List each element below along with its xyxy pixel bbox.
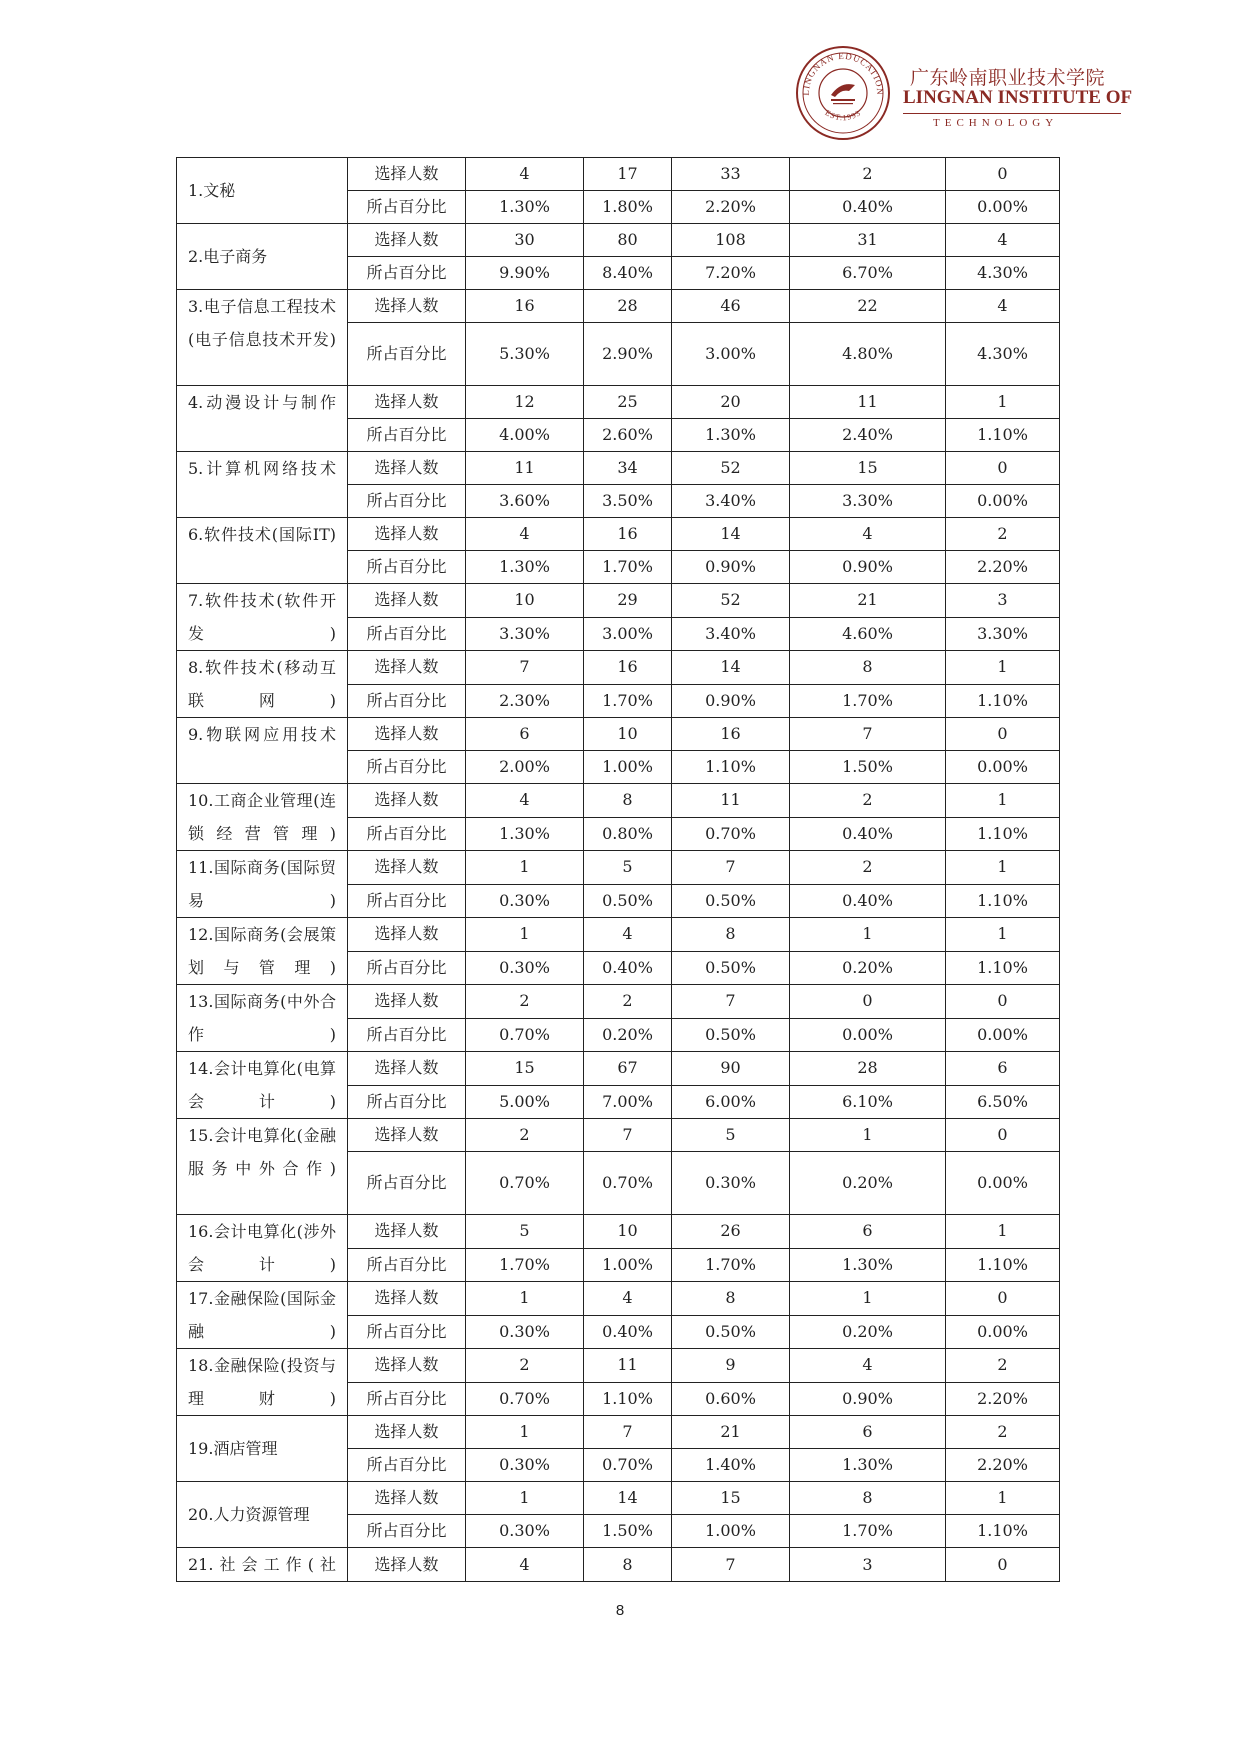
count-cell: 0 bbox=[946, 1282, 1060, 1316]
count-cell: 1 bbox=[790, 1119, 946, 1152]
percent-cell: 7.00% bbox=[584, 1085, 672, 1119]
count-cell: 2 bbox=[946, 1416, 1060, 1449]
svg-text:EST.1993: EST.1993 bbox=[823, 108, 863, 123]
major-name-cell: 17.金融保险(国际金融) bbox=[177, 1282, 348, 1349]
count-cell: 90 bbox=[672, 1052, 790, 1086]
percent-cell: 0.40% bbox=[790, 884, 946, 918]
major-name-cell: 9.物联网应用技术 bbox=[177, 718, 348, 784]
count-cell: 1 bbox=[946, 851, 1060, 885]
count-cell: 6 bbox=[790, 1215, 946, 1249]
count-cell: 1 bbox=[946, 918, 1060, 952]
table-row bbox=[177, 1482, 1060, 1515]
count-cell: 10 bbox=[466, 584, 584, 618]
count-cell: 11 bbox=[584, 1349, 672, 1383]
count-label-cell: 选择人数 bbox=[348, 518, 466, 551]
percent-cell: 0.70% bbox=[466, 1382, 584, 1416]
percent-label-cell: 所占百分比 bbox=[348, 1085, 466, 1119]
count-cell: 10 bbox=[584, 718, 672, 751]
percent-cell: 1.30% bbox=[466, 191, 584, 224]
percent-cell: 0.30% bbox=[466, 1449, 584, 1482]
count-cell: 1 bbox=[790, 918, 946, 952]
count-label-cell: 选择人数 bbox=[348, 386, 466, 419]
percent-cell: 0.30% bbox=[466, 951, 584, 985]
percent-cell: 1.10% bbox=[946, 884, 1060, 918]
percent-cell: 3.40% bbox=[672, 617, 790, 651]
percent-cell: 4.30% bbox=[946, 257, 1060, 290]
count-cell: 1 bbox=[466, 918, 584, 952]
count-cell: 28 bbox=[584, 290, 672, 323]
count-cell: 1 bbox=[946, 1215, 1060, 1249]
percent-cell: 0.90% bbox=[672, 684, 790, 718]
percent-cell: 1.70% bbox=[466, 1248, 584, 1282]
percent-label-cell: 所占百分比 bbox=[348, 751, 466, 784]
count-cell: 2 bbox=[584, 985, 672, 1019]
percent-cell: 6.00% bbox=[672, 1085, 790, 1119]
count-cell: 4 bbox=[466, 1548, 584, 1582]
count-label-cell: 选择人数 bbox=[348, 1282, 466, 1316]
count-cell: 1 bbox=[466, 1482, 584, 1515]
count-cell: 15 bbox=[790, 452, 946, 485]
percent-cell: 0.20% bbox=[584, 1018, 672, 1052]
percent-cell: 0.70% bbox=[584, 1152, 672, 1215]
percent-label-cell: 所占百分比 bbox=[348, 684, 466, 718]
count-cell: 21 bbox=[790, 584, 946, 618]
percent-cell: 1.30% bbox=[790, 1248, 946, 1282]
count-label-cell: 选择人数 bbox=[348, 158, 466, 191]
percent-cell: 1.10% bbox=[946, 684, 1060, 718]
major-name-cell: 21.社会工作(社 bbox=[177, 1548, 348, 1582]
percent-cell: 3.40% bbox=[672, 485, 790, 518]
percent-cell: 4.60% bbox=[790, 617, 946, 651]
percent-cell: 1.70% bbox=[790, 684, 946, 718]
major-name-cell: 2.电子商务 bbox=[177, 224, 348, 290]
count-cell: 2 bbox=[790, 851, 946, 885]
percent-cell: 0.00% bbox=[946, 1315, 1060, 1349]
percent-cell: 1.30% bbox=[672, 419, 790, 452]
count-cell: 0 bbox=[946, 452, 1060, 485]
count-cell: 8 bbox=[790, 651, 946, 685]
count-cell: 15 bbox=[672, 1482, 790, 1515]
count-cell: 1 bbox=[946, 651, 1060, 685]
survey-table bbox=[176, 157, 1060, 1582]
svg-text:LINGNAN EDUCATION: LINGNAN EDUCATION bbox=[800, 50, 886, 96]
percent-cell: 1.10% bbox=[946, 1515, 1060, 1548]
percent-cell: 0.00% bbox=[790, 1018, 946, 1052]
percent-cell: 0.60% bbox=[672, 1382, 790, 1416]
count-cell: 5 bbox=[584, 851, 672, 885]
table-row bbox=[177, 985, 1060, 1019]
percent-cell: 0.50% bbox=[672, 1315, 790, 1349]
percent-cell: 0.20% bbox=[790, 951, 946, 985]
count-cell: 1 bbox=[946, 784, 1060, 818]
count-cell: 16 bbox=[466, 290, 584, 323]
count-cell: 2 bbox=[466, 1349, 584, 1383]
count-cell: 5 bbox=[672, 1119, 790, 1152]
percent-cell: 1.40% bbox=[672, 1449, 790, 1482]
percent-cell: 0.50% bbox=[672, 951, 790, 985]
percent-label-cell: 所占百分比 bbox=[348, 551, 466, 584]
count-cell: 7 bbox=[584, 1416, 672, 1449]
count-cell: 1 bbox=[946, 1482, 1060, 1515]
count-cell: 80 bbox=[584, 224, 672, 257]
percent-cell: 2.20% bbox=[672, 191, 790, 224]
percent-cell: 1.10% bbox=[946, 951, 1060, 985]
percent-cell: 0.70% bbox=[466, 1152, 584, 1215]
percent-cell: 9.90% bbox=[466, 257, 584, 290]
school-name-en-line2: TECHNOLOGY bbox=[933, 117, 1059, 129]
table-row bbox=[177, 851, 1060, 885]
percent-cell: 0.00% bbox=[946, 1018, 1060, 1052]
table-row bbox=[177, 718, 1060, 751]
count-cell: 8 bbox=[790, 1482, 946, 1515]
count-cell: 7 bbox=[672, 985, 790, 1019]
percent-cell: 0.70% bbox=[584, 1449, 672, 1482]
count-cell: 8 bbox=[584, 1548, 672, 1582]
percent-cell: 1.50% bbox=[584, 1515, 672, 1548]
count-cell: 14 bbox=[672, 518, 790, 551]
count-cell: 4 bbox=[584, 918, 672, 952]
percent-cell: 1.10% bbox=[946, 419, 1060, 452]
count-label-cell: 选择人数 bbox=[348, 1482, 466, 1515]
count-cell: 1 bbox=[466, 851, 584, 885]
count-cell: 33 bbox=[672, 158, 790, 191]
percent-cell: 1.50% bbox=[790, 751, 946, 784]
count-cell: 11 bbox=[790, 386, 946, 419]
percent-label-cell: 所占百分比 bbox=[348, 617, 466, 651]
percent-cell: 0.00% bbox=[946, 191, 1060, 224]
count-cell: 6 bbox=[466, 718, 584, 751]
count-cell: 3 bbox=[790, 1548, 946, 1582]
table-row bbox=[177, 1052, 1060, 1086]
percent-cell: 3.60% bbox=[466, 485, 584, 518]
percent-label-cell: 所占百分比 bbox=[348, 485, 466, 518]
percent-cell: 1.10% bbox=[946, 1248, 1060, 1282]
major-name-cell: 5.计算机网络技术 bbox=[177, 452, 348, 518]
table-row bbox=[177, 784, 1060, 818]
percent-label-cell: 所占百分比 bbox=[348, 1018, 466, 1052]
count-cell: 16 bbox=[584, 518, 672, 551]
percent-cell: 0.90% bbox=[672, 551, 790, 584]
count-cell: 1 bbox=[946, 386, 1060, 419]
count-cell: 9 bbox=[672, 1349, 790, 1383]
count-label-cell: 选择人数 bbox=[348, 1119, 466, 1152]
count-cell: 30 bbox=[466, 224, 584, 257]
count-cell: 21 bbox=[672, 1416, 790, 1449]
count-cell: 34 bbox=[584, 452, 672, 485]
count-cell: 1 bbox=[790, 1282, 946, 1316]
count-cell: 4 bbox=[946, 224, 1060, 257]
table-row bbox=[177, 290, 1060, 323]
percent-label-cell: 所占百分比 bbox=[348, 884, 466, 918]
percent-cell: 0.40% bbox=[790, 191, 946, 224]
count-cell: 4 bbox=[790, 518, 946, 551]
percent-label-cell: 所占百分比 bbox=[348, 951, 466, 985]
table-row bbox=[177, 918, 1060, 952]
percent-cell: 1.30% bbox=[466, 817, 584, 851]
percent-cell: 1.80% bbox=[584, 191, 672, 224]
table-row bbox=[177, 452, 1060, 485]
percent-cell: 1.00% bbox=[584, 1248, 672, 1282]
count-cell: 52 bbox=[672, 584, 790, 618]
count-cell: 25 bbox=[584, 386, 672, 419]
major-name-cell: 16.会计电算化(涉外会计) bbox=[177, 1215, 348, 1282]
percent-cell: 8.40% bbox=[584, 257, 672, 290]
count-cell: 4 bbox=[466, 518, 584, 551]
count-label-cell: 选择人数 bbox=[348, 784, 466, 818]
percent-cell: 0.30% bbox=[672, 1152, 790, 1215]
percent-label-cell: 所占百分比 bbox=[348, 1515, 466, 1548]
percent-label-cell: 所占百分比 bbox=[348, 323, 466, 386]
percent-cell: 1.30% bbox=[466, 551, 584, 584]
document-header bbox=[795, 45, 1133, 145]
count-cell: 0 bbox=[946, 158, 1060, 191]
percent-cell: 0.70% bbox=[672, 817, 790, 851]
percent-cell: 0.00% bbox=[946, 751, 1060, 784]
percent-cell: 1.30% bbox=[790, 1449, 946, 1482]
count-cell: 8 bbox=[672, 1282, 790, 1316]
percent-cell: 6.70% bbox=[790, 257, 946, 290]
count-cell: 12 bbox=[466, 386, 584, 419]
major-name-cell: 11.国际商务(国际贸易) bbox=[177, 851, 348, 918]
major-name-cell: 4.动漫设计与制作 bbox=[177, 386, 348, 452]
percent-cell: 3.50% bbox=[584, 485, 672, 518]
count-cell: 1 bbox=[466, 1282, 584, 1316]
percent-label-cell: 所占百分比 bbox=[348, 817, 466, 851]
percent-cell: 0.30% bbox=[466, 1315, 584, 1349]
percent-label-cell: 所占百分比 bbox=[348, 1248, 466, 1282]
count-cell: 31 bbox=[790, 224, 946, 257]
count-label-cell: 选择人数 bbox=[348, 651, 466, 685]
count-label-cell: 选择人数 bbox=[348, 1548, 466, 1582]
count-cell: 2 bbox=[946, 518, 1060, 551]
percent-cell: 5.00% bbox=[466, 1085, 584, 1119]
count-label-cell: 选择人数 bbox=[348, 290, 466, 323]
major-name-cell: 3.电子信息工程技术(电子信息技术开发) bbox=[177, 290, 348, 386]
table-row bbox=[177, 224, 1060, 257]
count-cell: 108 bbox=[672, 224, 790, 257]
count-cell: 2 bbox=[790, 784, 946, 818]
count-cell: 4 bbox=[466, 784, 584, 818]
percent-cell: 2.90% bbox=[584, 323, 672, 386]
count-label-cell: 选择人数 bbox=[348, 452, 466, 485]
count-cell: 17 bbox=[584, 158, 672, 191]
count-cell: 6 bbox=[790, 1416, 946, 1449]
percent-cell: 1.70% bbox=[790, 1515, 946, 1548]
percent-cell: 2.20% bbox=[946, 1449, 1060, 1482]
percent-cell: 6.10% bbox=[790, 1085, 946, 1119]
count-label-cell: 选择人数 bbox=[348, 224, 466, 257]
percent-label-cell: 所占百分比 bbox=[348, 257, 466, 290]
table-row bbox=[177, 651, 1060, 685]
count-label-cell: 选择人数 bbox=[348, 1215, 466, 1249]
count-cell: 0 bbox=[946, 1119, 1060, 1152]
table-row bbox=[177, 1282, 1060, 1316]
percent-cell: 4.30% bbox=[946, 323, 1060, 386]
major-name-cell: 20.人力资源管理 bbox=[177, 1482, 348, 1548]
count-cell: 4 bbox=[466, 158, 584, 191]
major-name-cell: 18.金融保险(投资与理财) bbox=[177, 1349, 348, 1416]
count-label-cell: 选择人数 bbox=[348, 584, 466, 618]
percent-cell: 0.20% bbox=[790, 1152, 946, 1215]
percent-label-cell: 所占百分比 bbox=[348, 1449, 466, 1482]
percent-cell: 1.10% bbox=[672, 751, 790, 784]
percent-cell: 5.30% bbox=[466, 323, 584, 386]
table-row bbox=[177, 158, 1060, 191]
count-cell: 52 bbox=[672, 452, 790, 485]
percent-cell: 1.00% bbox=[672, 1515, 790, 1548]
percent-cell: 0.40% bbox=[584, 1315, 672, 1349]
table-row bbox=[177, 518, 1060, 551]
count-cell: 22 bbox=[790, 290, 946, 323]
percent-cell: 0.90% bbox=[790, 551, 946, 584]
percent-cell: 0.00% bbox=[946, 1152, 1060, 1215]
percent-cell: 2.00% bbox=[466, 751, 584, 784]
count-cell: 14 bbox=[584, 1482, 672, 1515]
percent-cell: 0.20% bbox=[790, 1315, 946, 1349]
percent-cell: 0.50% bbox=[672, 1018, 790, 1052]
count-cell: 11 bbox=[466, 452, 584, 485]
count-cell: 7 bbox=[672, 1548, 790, 1582]
count-cell: 67 bbox=[584, 1052, 672, 1086]
count-cell: 10 bbox=[584, 1215, 672, 1249]
count-cell: 7 bbox=[584, 1119, 672, 1152]
major-name-cell: 13.国际商务(中外合作) bbox=[177, 985, 348, 1052]
count-cell: 2 bbox=[790, 158, 946, 191]
percent-cell: 1.00% bbox=[584, 751, 672, 784]
count-cell: 1 bbox=[466, 1416, 584, 1449]
percent-cell: 0.30% bbox=[466, 884, 584, 918]
count-cell: 8 bbox=[672, 918, 790, 952]
percent-cell: 2.40% bbox=[790, 419, 946, 452]
count-cell: 4 bbox=[946, 290, 1060, 323]
count-cell: 0 bbox=[946, 718, 1060, 751]
count-cell: 2 bbox=[466, 1119, 584, 1152]
count-label-cell: 选择人数 bbox=[348, 985, 466, 1019]
percent-cell: 3.00% bbox=[672, 323, 790, 386]
count-cell: 0 bbox=[946, 1548, 1060, 1582]
major-name-cell: 7.软件技术(软件开发) bbox=[177, 584, 348, 651]
count-cell: 7 bbox=[790, 718, 946, 751]
percent-label-cell: 所占百分比 bbox=[348, 1382, 466, 1416]
count-cell: 46 bbox=[672, 290, 790, 323]
table-row bbox=[177, 1349, 1060, 1383]
percent-cell: 2.30% bbox=[466, 684, 584, 718]
count-cell: 16 bbox=[672, 718, 790, 751]
count-label-cell: 选择人数 bbox=[348, 1416, 466, 1449]
count-cell: 11 bbox=[672, 784, 790, 818]
percent-cell: 0.40% bbox=[584, 951, 672, 985]
major-name-cell: 6.软件技术(国际IT) bbox=[177, 518, 348, 584]
major-name-cell: 10.工商企业管理(连锁经营管理) bbox=[177, 784, 348, 851]
school-name-cn: 广东岭南职业技术学院 bbox=[910, 67, 1106, 89]
percent-cell: 1.70% bbox=[584, 551, 672, 584]
percent-cell: 3.00% bbox=[584, 617, 672, 651]
count-cell: 7 bbox=[672, 851, 790, 885]
count-cell: 2 bbox=[946, 1349, 1060, 1383]
count-cell: 3 bbox=[946, 584, 1060, 618]
count-cell: 4 bbox=[790, 1349, 946, 1383]
count-cell: 29 bbox=[584, 584, 672, 618]
percent-label-cell: 所占百分比 bbox=[348, 419, 466, 452]
percent-cell: 4.80% bbox=[790, 323, 946, 386]
table-row bbox=[177, 584, 1060, 618]
percent-cell: 0.50% bbox=[672, 884, 790, 918]
major-name-cell: 1.文秘 bbox=[177, 158, 348, 224]
percent-cell: 1.70% bbox=[672, 1248, 790, 1282]
percent-cell: 1.70% bbox=[584, 684, 672, 718]
percent-cell: 1.10% bbox=[584, 1382, 672, 1416]
count-cell: 7 bbox=[466, 651, 584, 685]
school-name-en-line1: LINGNAN INSTITUTE OF bbox=[903, 87, 1133, 108]
percent-label-cell: 所占百分比 bbox=[348, 191, 466, 224]
count-label-cell: 选择人数 bbox=[348, 1349, 466, 1383]
major-name-cell: 8.软件技术(移动互联网) bbox=[177, 651, 348, 718]
major-name-cell: 12.国际商务(会展策划与管理) bbox=[177, 918, 348, 985]
percent-cell: 4.00% bbox=[466, 419, 584, 452]
count-cell: 2 bbox=[466, 985, 584, 1019]
count-label-cell: 选择人数 bbox=[348, 1052, 466, 1086]
page-number: 8 bbox=[615, 1602, 625, 1619]
percent-cell: 2.20% bbox=[946, 1382, 1060, 1416]
percent-cell: 1.10% bbox=[946, 817, 1060, 851]
major-name-cell: 19.酒店管理 bbox=[177, 1416, 348, 1482]
count-label-cell: 选择人数 bbox=[348, 851, 466, 885]
count-cell: 6 bbox=[946, 1052, 1060, 1086]
percent-cell: 0.40% bbox=[790, 817, 946, 851]
percent-cell: 0.90% bbox=[790, 1382, 946, 1416]
percent-cell: 7.20% bbox=[672, 257, 790, 290]
count-cell: 0 bbox=[790, 985, 946, 1019]
count-label-cell: 选择人数 bbox=[348, 918, 466, 952]
percent-cell: 6.50% bbox=[946, 1085, 1060, 1119]
header-divider bbox=[903, 113, 1121, 114]
table-row bbox=[177, 1548, 1060, 1582]
count-cell: 16 bbox=[584, 651, 672, 685]
count-cell: 0 bbox=[946, 985, 1060, 1019]
percent-cell: 2.60% bbox=[584, 419, 672, 452]
count-cell: 14 bbox=[672, 651, 790, 685]
percent-cell: 0.80% bbox=[584, 817, 672, 851]
count-cell: 20 bbox=[672, 386, 790, 419]
count-cell: 15 bbox=[466, 1052, 584, 1086]
percent-cell: 0.30% bbox=[466, 1515, 584, 1548]
count-cell: 26 bbox=[672, 1215, 790, 1249]
percent-cell: 0.50% bbox=[584, 884, 672, 918]
count-cell: 4 bbox=[584, 1282, 672, 1316]
count-cell: 5 bbox=[466, 1215, 584, 1249]
count-label-cell: 选择人数 bbox=[348, 718, 466, 751]
school-seal-logo bbox=[795, 45, 891, 141]
major-name-cell: 15.会计电算化(金融服务中外合作) bbox=[177, 1119, 348, 1215]
count-cell: 8 bbox=[584, 784, 672, 818]
percent-cell: 0.70% bbox=[466, 1018, 584, 1052]
percent-cell: 2.20% bbox=[946, 551, 1060, 584]
percent-cell: 3.30% bbox=[466, 617, 584, 651]
table-row bbox=[177, 1416, 1060, 1449]
percent-cell: 3.30% bbox=[790, 485, 946, 518]
percent-label-cell: 所占百分比 bbox=[348, 1152, 466, 1215]
count-cell: 28 bbox=[790, 1052, 946, 1086]
percent-label-cell: 所占百分比 bbox=[348, 1315, 466, 1349]
table-row bbox=[177, 1215, 1060, 1249]
major-name-cell: 14.会计电算化(电算会计) bbox=[177, 1052, 348, 1119]
percent-cell: 3.30% bbox=[946, 617, 1060, 651]
table-row bbox=[177, 386, 1060, 419]
survey-table-body bbox=[177, 158, 1060, 1582]
percent-cell: 0.00% bbox=[946, 485, 1060, 518]
table-row bbox=[177, 1119, 1060, 1152]
